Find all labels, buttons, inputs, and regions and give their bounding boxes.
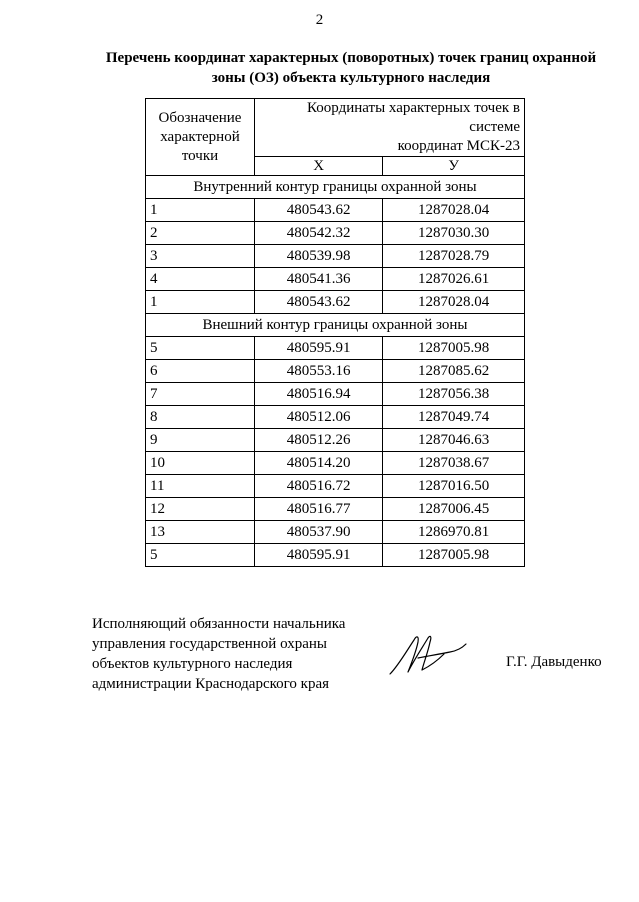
table-row bbox=[146, 475, 525, 498]
header-point-line: Обозначение bbox=[158, 109, 242, 126]
signatory-line: объектов культурного наследия bbox=[92, 656, 293, 672]
x-coordinate-cell: 480514.20 bbox=[255, 452, 383, 475]
table-row bbox=[146, 521, 525, 544]
table-row bbox=[146, 360, 525, 383]
table-row bbox=[146, 222, 525, 245]
signatory-line: администрации Краснодарского края bbox=[92, 676, 330, 692]
x-coordinate-cell: 480543.62 bbox=[255, 291, 383, 314]
point-number-cell: 9 bbox=[146, 429, 255, 452]
coordinates-table bbox=[145, 98, 525, 567]
table-row bbox=[146, 406, 525, 429]
x-coordinate-cell: 480595.91 bbox=[255, 544, 383, 567]
point-number-cell: 6 bbox=[146, 360, 255, 383]
y-coordinate-cell: 1287046.63 bbox=[383, 429, 525, 452]
x-coordinate-cell: 480541.36 bbox=[255, 268, 383, 291]
point-number-cell: 10 bbox=[146, 452, 255, 475]
signatory-position bbox=[92, 614, 345, 694]
table-row bbox=[146, 337, 525, 360]
header-y: У bbox=[383, 157, 525, 176]
document-title bbox=[90, 48, 612, 88]
y-coordinate-cell: 1287005.98 bbox=[383, 544, 525, 567]
point-number-cell: 4 bbox=[146, 268, 255, 291]
y-coordinate-cell: 1287026.61 bbox=[383, 268, 525, 291]
header-point-designation bbox=[146, 99, 255, 176]
table-row bbox=[146, 498, 525, 521]
table-row bbox=[146, 291, 525, 314]
table-row bbox=[146, 199, 525, 222]
x-coordinate-cell: 480516.77 bbox=[255, 498, 383, 521]
table-row bbox=[146, 452, 525, 475]
y-coordinate-cell: 1287028.04 bbox=[383, 199, 525, 222]
x-coordinate-cell: 480512.26 bbox=[255, 429, 383, 452]
table-row bbox=[146, 544, 525, 567]
y-coordinate-cell: 1287030.30 bbox=[383, 222, 525, 245]
y-coordinate-cell: 1287006.45 bbox=[383, 498, 525, 521]
x-coordinate-cell: 480543.62 bbox=[255, 199, 383, 222]
handwritten-signature bbox=[388, 630, 468, 680]
y-coordinate-cell: 1287085.62 bbox=[383, 360, 525, 383]
signatory-line: Исполняющий обязанности начальника bbox=[92, 616, 346, 632]
x-coordinate-cell: 480553.16 bbox=[255, 360, 383, 383]
point-number-cell: 13 bbox=[146, 521, 255, 544]
x-coordinate-cell: 480516.72 bbox=[255, 475, 383, 498]
signatory-line: управления государственной охраны bbox=[92, 636, 327, 652]
y-coordinate-cell: 1287016.50 bbox=[383, 475, 525, 498]
header-system-line: Координаты характерных точек в системе bbox=[307, 100, 520, 135]
document-title-line: Перечень координат характерных (поворотных) точек границ охранной bbox=[105, 50, 597, 66]
page-number: 2 bbox=[315, 12, 324, 28]
header-system-line: координат МСК-23 bbox=[397, 138, 520, 154]
y-coordinate-cell: 1287038.67 bbox=[383, 452, 525, 475]
table-row bbox=[146, 245, 525, 268]
y-coordinate-cell: 1287056.38 bbox=[383, 383, 525, 406]
table-row bbox=[146, 268, 525, 291]
point-number-cell: 11 bbox=[146, 475, 255, 498]
point-number-cell: 1 bbox=[146, 199, 255, 222]
x-coordinate-cell: 480595.91 bbox=[255, 337, 383, 360]
y-coordinate-cell: 1287028.04 bbox=[383, 291, 525, 314]
x-coordinate-cell: 480516.94 bbox=[255, 383, 383, 406]
x-coordinate-cell: 480512.06 bbox=[255, 406, 383, 429]
document-title-line: зоны (ОЗ) объекта культурного наследия bbox=[211, 70, 491, 86]
y-coordinate-cell: 1287049.74 bbox=[383, 406, 525, 429]
point-number-cell: 2 bbox=[146, 222, 255, 245]
point-number-cell: 3 bbox=[146, 245, 255, 268]
header-point-line: характерной bbox=[160, 128, 240, 145]
x-coordinate-cell: 480537.90 bbox=[255, 521, 383, 544]
y-coordinate-cell: 1287005.98 bbox=[383, 337, 525, 360]
table-row bbox=[146, 429, 525, 452]
point-number-cell: 7 bbox=[146, 383, 255, 406]
signer-name: Г.Г. Давыденко bbox=[506, 654, 602, 670]
section-inner-contour: Внутренний контур границы охранной зоны bbox=[146, 176, 525, 199]
point-number-cell: 12 bbox=[146, 498, 255, 521]
point-number-cell: 8 bbox=[146, 406, 255, 429]
point-number-cell: 1 bbox=[146, 291, 255, 314]
x-coordinate-cell: 480542.32 bbox=[255, 222, 383, 245]
x-coordinate-cell: 480539.98 bbox=[255, 245, 383, 268]
point-number-cell: 5 bbox=[146, 337, 255, 360]
y-coordinate-cell: 1286970.81 bbox=[383, 521, 525, 544]
section-outer-contour: Внешний контур границы охранной зоны bbox=[146, 314, 525, 337]
header-coordinate-system bbox=[255, 99, 525, 157]
header-point-line: точки bbox=[181, 147, 219, 164]
point-number-cell: 5 bbox=[146, 544, 255, 567]
header-x: Х bbox=[255, 157, 383, 176]
y-coordinate-cell: 1287028.79 bbox=[383, 245, 525, 268]
table-row bbox=[146, 383, 525, 406]
